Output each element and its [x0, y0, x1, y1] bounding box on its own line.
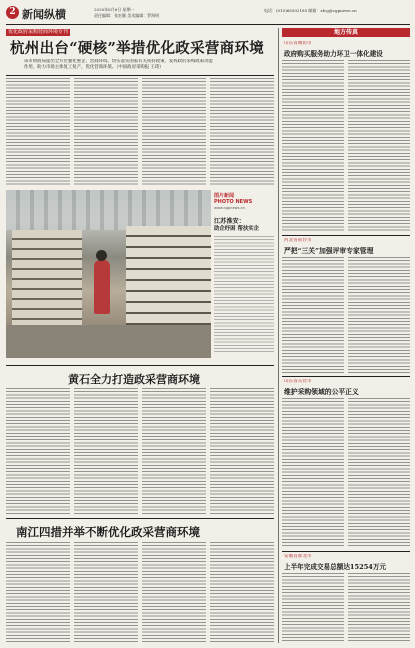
right-story-3-kicker: 山东省东营市 [284, 379, 312, 384]
bottom-text-col-4 [210, 542, 274, 642]
photo-news-label-en: PHOTO NEWS [214, 199, 253, 205]
news-photo [6, 190, 211, 358]
warehouse-ceiling [6, 190, 211, 230]
right-story-1-kicker: 山东省潍坊市 [284, 41, 312, 46]
right-column-banner-label: 地方传真 [333, 29, 358, 36]
story-kicker: 优化政府采购营商环境专刊 [8, 29, 69, 35]
photo-news-label: 图片新闻 [214, 193, 235, 199]
shelf-rack-right [126, 226, 211, 331]
right-column-banner [282, 28, 410, 37]
right-story-2-kicker: 河北省邢台市 [284, 238, 312, 243]
photo-news-site: www.cgpnews.cn [214, 206, 245, 210]
worker-head [96, 250, 107, 261]
right-story-3-rule [282, 376, 410, 377]
right-story-1-col-2 [348, 60, 410, 232]
right-story-3-col-2 [348, 398, 410, 548]
photo-news-box [214, 190, 274, 358]
right-story-2-col-1 [282, 257, 344, 373]
right-story-4-col-1 [282, 573, 344, 641]
bottom-story-rule [6, 518, 274, 519]
right-story-4-rule [282, 551, 410, 552]
date-line: 2020年6月8日 星期一 [94, 7, 135, 12]
mid-text-col-2 [74, 388, 138, 514]
bottom-text-col-2 [74, 542, 138, 642]
mid-story-rule [6, 365, 274, 366]
right-story-2-title: 严把“三关”加强评审专家管理 [284, 247, 374, 255]
worker-figure [94, 260, 110, 314]
right-story-3-col-1 [282, 398, 344, 548]
main-deck [24, 59, 272, 71]
main-text-col-3 [142, 78, 206, 186]
right-story-4-col-2 [348, 573, 410, 641]
page-number: 2 [9, 7, 16, 17]
right-story-1-col-1 [282, 60, 344, 232]
main-headline: 杭州出台“硬核”举措优化政采营商环境 [10, 40, 265, 57]
mid-headline: 黄石全力打造政采营商环境 [68, 373, 200, 386]
right-column [282, 28, 410, 643]
deck-rule [6, 75, 274, 76]
main-deck-line1: 该市财政局提出全方位强化惠企、营商环境、切实落实国家有关扶持政策，发挥政府采购政策功能 [24, 59, 213, 64]
shelf-rack-left [12, 230, 82, 325]
main-text-col-2 [74, 78, 138, 186]
right-story-1-title: 政府购买服务助力环卫一体化建设 [284, 50, 383, 58]
photo-news-caption [214, 236, 274, 354]
bottom-text-col-1 [6, 542, 70, 642]
photo-news-title-1: 江苏淮安： [214, 218, 245, 225]
mid-text-col-3 [142, 388, 206, 514]
main-story [6, 28, 274, 363]
header-rule [6, 24, 410, 25]
page-number-badge [6, 6, 19, 19]
hotline: 电话：(010)68392185 邮箱：zfcg@cgpnews.cn [264, 8, 357, 13]
main-text-col-1 [6, 78, 70, 186]
right-story-3-title: 维护采购领域的公平正义 [284, 388, 359, 396]
right-story-4-title: 上半年完成交易总额达15254万元 [284, 563, 387, 571]
photo-news-title-2: 助企纾困 帮扶实企 [214, 226, 260, 232]
bottom-text-col-3 [142, 542, 206, 642]
editor-line: 责任编辑：张宏颖 美术编辑：罗海明 [94, 13, 160, 18]
bottom-story [6, 521, 274, 643]
mid-text-col-4 [210, 388, 274, 514]
main-deck-line2: 作用，助力市场主体复工复产，优化营商环境。（中国政府采购报 王琦） [24, 65, 164, 71]
column-divider [278, 28, 279, 643]
page-header [6, 4, 410, 24]
bottom-headline: 南江四措并举不断优化政采营商环境 [16, 525, 200, 539]
mid-text-col-1 [6, 388, 70, 514]
floor [6, 325, 211, 358]
right-story-2-rule [282, 235, 410, 236]
right-story-4-kicker: 安徽省淮北市 [284, 554, 312, 559]
mid-story [6, 368, 274, 516]
right-story-2-col-2 [348, 257, 410, 373]
section-title: 新闻纵横 [22, 8, 66, 21]
main-text-col-4 [210, 78, 274, 186]
